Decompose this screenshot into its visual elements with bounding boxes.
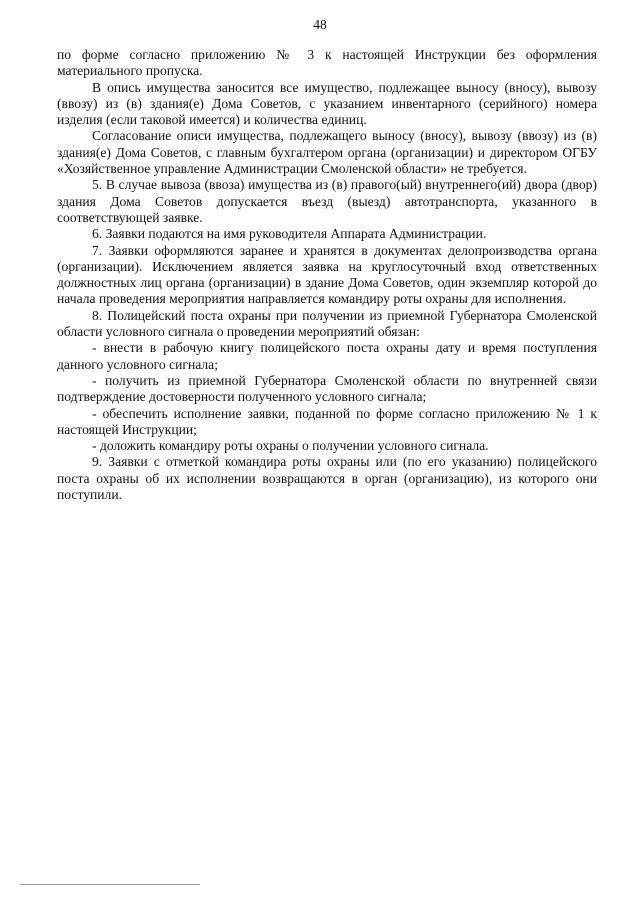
page-number: 48: [313, 17, 327, 32]
document-body: [57, 47, 597, 503]
paragraph-item-7: 7. Заявки оформляются заранее и хранятся в документах делопроизводства органа (организации). Исключением является заявка на круглосуточный вход ответственных должностных лиц органа (организации) в здание Дома Советов, один экземпляр которой до начала проведения мероприятия направляется командиру роты охраны для исполнения.: [57, 242, 597, 307]
paragraph-inventory-list: В опись имущества заносится все имущество, подлежащее выносу (вносу), вывозу (ввозу) из (в) здания(е) Дома Советов, с указанием инвентарного (серийного) номера изделия (если таковой имеется) и количества единиц.: [57, 79, 597, 128]
paragraph-item-8-bullet-3: - обеспечить исполнение заявки, поданной по форме согласно приложению № 1 к настоящей Инструкции;: [57, 405, 597, 437]
paragraph-item-9: 9. Заявки с отметкой командира роты охраны или (по его указанию) полицейского поста охраны об их исполнении возвращаются в орган (организацию), из которого они поступили.: [57, 454, 597, 503]
paragraph-continuation: по форме согласно приложению № 3 к настоящей Инструкции без оформления материального пропуска.: [57, 47, 597, 79]
paragraph-item-8-bullet-2: - получить из приемной Губернатора Смоленской области по внутренней связи подтверждение достоверности полученного условного сигнала;: [57, 372, 597, 405]
paragraph-inventory-approval: Согласование описи имущества, подлежащего выносу (вносу), вывозу (ввозу) из (в) здания(е) Дома Советов, с главным бухгалтером органа (организации) и директором ОГБУ «Хозяйственное управление Администрации Смоленской области» не требуется.: [57, 128, 597, 177]
paragraph-item-6: 6. Заявки подаются на имя руководителя Аппарата Администрации.: [92, 226, 487, 242]
bottom-divider: [20, 884, 200, 885]
paragraph-item-8-bullet-4: - доложить командиру роты охраны о получении условного сигнала.: [92, 438, 489, 454]
paragraph-item-5: 5. В случае вывоза (ввоза) имущества из (в) правого(ый) внутреннего(ий) двора (двор) здания Дома Советов допускается въезд (выезд) автотранспорта, указанного в соответствующей заявке.: [57, 177, 597, 225]
paragraph-item-8: 8. Полицейский поста охраны при получении из приемной Губернатора Смоленской области условного сигнала о проведении мероприятий обязан:: [57, 307, 597, 340]
paragraph-item-8-bullet-1: - внести в рабочую книгу полицейского поста охраны дату и время поступления данного условного сигнала;: [57, 340, 597, 372]
